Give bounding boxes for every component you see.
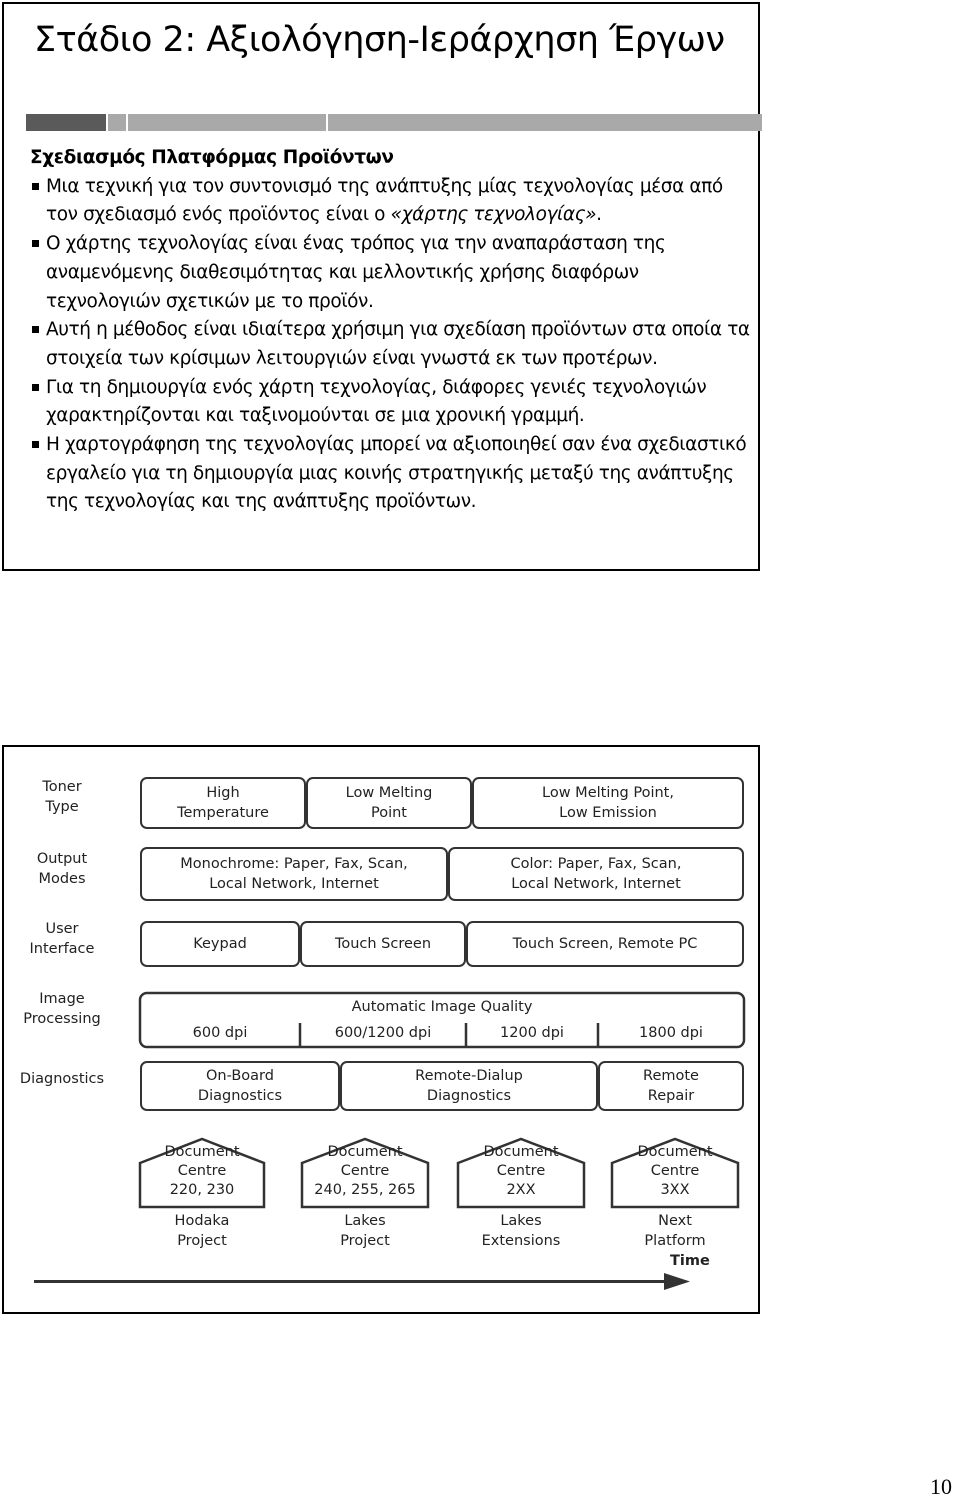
slide-body	[30, 144, 750, 517]
dpi-1800-label: 1800 dpi	[639, 1025, 703, 1041]
project-name: Next Platform	[644, 1213, 706, 1249]
platform-label: Document Centre 3XX	[637, 1144, 713, 1198]
dpi-1200-label: 1200 dpi	[500, 1025, 564, 1041]
row-label-toner-type: Toner Type	[42, 779, 82, 815]
technology-roadmap-diagram	[14, 765, 748, 1295]
bullet-item: Μια τεχνική για τον συντονισμό της ανάπτυξης μίας τεχνολογίας μέσα από τον σχεδιασμό ενός προϊόντος είναι ο «χάρτης τεχνολογίας».	[30, 173, 750, 230]
square-bullet-icon	[32, 384, 39, 391]
subheading: Σχεδιασμός Πλατφόρμας Προϊόντων	[30, 147, 394, 168]
platform-label: Document Centre 240, 255, 265	[314, 1144, 416, 1198]
page-number: 10	[930, 1474, 952, 1499]
square-bullet-icon	[32, 183, 39, 190]
square-bullet-icon	[32, 240, 39, 247]
project-name: Lakes Project	[340, 1213, 390, 1249]
diag-remote-repair-box: Remote Repair	[598, 1061, 744, 1111]
slide-diagram	[2, 745, 760, 1314]
output-color-box: Color: Paper, Fax, Scan, Local Network, Internet	[448, 847, 744, 901]
row-label-image-processing: Image Processing	[23, 991, 101, 1027]
ui-keypad-box: Keypad	[140, 921, 300, 967]
square-bullet-icon	[32, 326, 39, 333]
bullet-item: Ο χάρτης τεχνολογίας είναι ένας τρόπος για την αναπαράσταση της αναμενόμενης διαθεσιμότητας και μελλοντικής χρήσης διαφόρων τεχνολογιών σχετικών με το προϊόν.	[30, 230, 750, 316]
time-axis-line	[34, 1280, 674, 1283]
divider-tick	[106, 114, 108, 131]
platform-label: Document Centre 220, 230	[164, 1144, 240, 1198]
row-label-output-modes: Output Modes	[36, 851, 88, 887]
bullet-list	[30, 173, 750, 517]
divider-dark-segment	[26, 114, 106, 131]
project-name: Lakes Extensions	[481, 1213, 561, 1249]
square-bullet-icon	[32, 441, 39, 448]
bullet-item: Η χαρτογράφηση της τεχνολογίας μπορεί να αξιοποιηθεί σαν ένα σχεδιαστικό εργαλείο για τη δημιουργία μιας κοινής στρατηγικής μεταξύ της ανάπτυξης της τεχνολογίας και της ανάπτυξης προϊόντων.	[30, 431, 750, 517]
toner-low-emission-box: Low Melting Point, Low Emission	[472, 777, 744, 829]
time-axis-label: Time	[670, 1253, 710, 1269]
dpi-600-1200-label: 600/1200 dpi	[334, 1025, 432, 1041]
toner-low-melting-box: Low Melting Point	[306, 777, 472, 829]
divider-tick	[326, 114, 328, 131]
row-label-user-interface: User Interface	[29, 921, 95, 957]
bullet-item: Αυτή η μέθοδος είναι ιδιαίτερα χρήσιμη για σχεδίαση προϊόντων στα οποία τα στοιχεία των κρίσιμων λειτουργιών είναι γνωστά εκ των προτέρων.	[30, 316, 750, 373]
ui-touch-screen-box: Touch Screen	[300, 921, 466, 967]
divider-light-segment	[106, 114, 762, 131]
divider-tick	[126, 114, 128, 131]
dpi-600-label: 600 dpi	[192, 1025, 248, 1041]
title-divider-bar	[26, 114, 762, 132]
output-monochrome-box: Monochrome: Paper, Fax, Scan, Local Network, Internet	[140, 847, 448, 901]
image-quality-header: Automatic Image Quality	[351, 999, 533, 1015]
slide-text	[2, 2, 760, 571]
slide-title: Στάδιο 2: Αξιολόγηση-Ιεράρχηση Έργων	[34, 20, 725, 60]
diag-remote-dialup-box: Remote-Dialup Diagnostics	[340, 1061, 598, 1111]
diag-onboard-box: On-Board Diagnostics	[140, 1061, 340, 1111]
toner-high-temperature-box: High Temperature	[140, 777, 306, 829]
platform-label: Document Centre 2XX	[483, 1144, 559, 1198]
bullet-item: Για τη δημιουργία ενός χάρτη τεχνολογίας, διάφορες γενιές τεχνολογιών χαρακτηρίζονται και ταξινομούνται σε μια χρονική γραμμή.	[30, 374, 750, 431]
time-arrowhead-icon	[664, 1273, 690, 1290]
ui-touch-remote-box: Touch Screen, Remote PC	[466, 921, 744, 967]
project-name: Hodaka Project	[174, 1213, 230, 1249]
row-label-diagnostics: Diagnostics	[19, 1071, 105, 1087]
